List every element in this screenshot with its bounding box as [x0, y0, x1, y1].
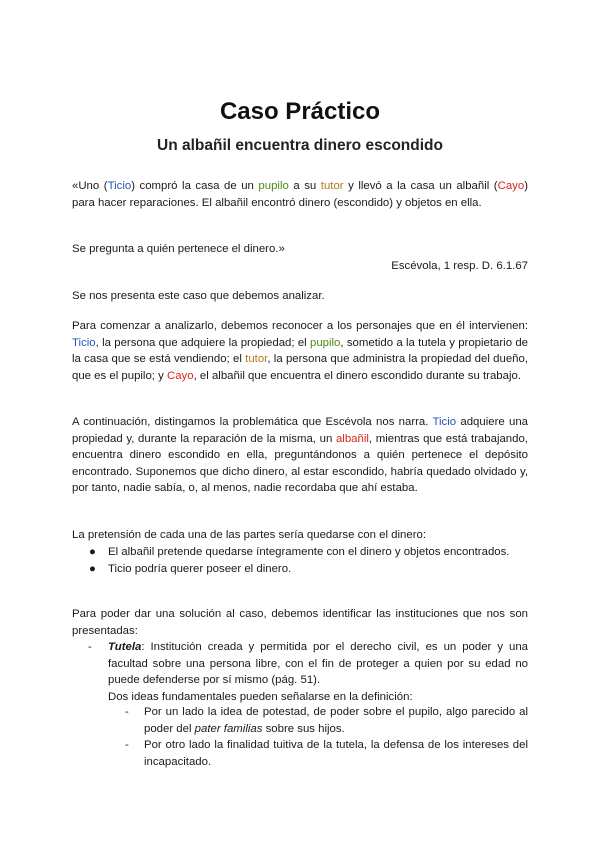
name-ticio: Ticio	[107, 180, 132, 192]
definition-tutela	[72, 639, 528, 705]
pretension-lead: La pretensión de cada una de las partes sería quedarse con el dinero:	[72, 529, 426, 541]
quote-paragraph	[72, 178, 528, 211]
list-item-text: Ticio podría querer poseer el dinero.	[108, 562, 292, 575]
list-item-text: El albañil pretende quedarse íntegramente con el dinero y objetos encontrados.	[108, 546, 510, 558]
quote-text: ) para hacer reparaciones. El albañil encontró dinero (escondido) y objetos en ella.	[72, 180, 528, 209]
name-pupilo: pupilo	[258, 180, 289, 192]
list-item-text: Por un lado la idea de potestad, de poder sobre el pupilo, algo parecido al poder del	[144, 706, 528, 735]
name-tutor: tutor	[320, 180, 344, 192]
ideas-text: Dos ideas fundamentales pueden señalarse en la definición:	[108, 690, 413, 703]
name-ticio: Ticio	[432, 416, 457, 428]
term-tutela: Tutela	[108, 641, 142, 653]
list-item	[72, 544, 528, 561]
definition-text: : Institución creada y permitida por el derecho civil, es un poder y una facultad sobre una persona libre, con el fin de proteger a quien por su edad no puede defenderse por sí mismo (pág. 51).	[108, 641, 528, 686]
problem-paragraph	[72, 414, 528, 497]
name-tutor: tutor	[245, 353, 268, 365]
paragraph-text: , sometido a la tutela y propietario de la casa que se está vendiendo; el	[72, 336, 528, 365]
citation: Escévola, 1 resp. D. 6.1.67	[391, 260, 528, 272]
list-item	[72, 561, 528, 578]
intro-text: Se nos presenta este caso que debemos analizar.	[72, 290, 325, 302]
dash-icon: -	[88, 641, 92, 653]
bullet-icon: ●	[89, 546, 96, 558]
paragraph-text: Para comenzar a analizarlo, debemos reconocer a los personajes que en él intervienen:	[72, 320, 528, 332]
instituciones-lead: Para poder dar una solución al caso, debemos identificar las instituciones que nos son presentadas:	[72, 608, 528, 637]
page-subtitle: Un albañil encuentra dinero escondido	[157, 137, 443, 154]
dash-icon: -	[125, 739, 129, 751]
list-item-text: Por otro lado la finalidad tuitiva de la tutela, la defensa de los intereses del incapacitado.	[144, 739, 528, 768]
name-pupilo: pupilo	[309, 336, 341, 349]
dash-icon: -	[125, 706, 129, 718]
definition-body	[108, 639, 528, 689]
paragraph-text: , el albañil que encuentra el dinero escondido durante su trabajo.	[193, 369, 521, 382]
term-pater-familias: pater familias	[194, 722, 263, 735]
ideas-list	[108, 704, 528, 770]
characters-paragraph	[72, 318, 528, 384]
name-cayo: Cayo	[167, 369, 194, 382]
name-cayo: Cayo	[497, 180, 525, 192]
list-item	[108, 737, 528, 770]
paragraph-text: , mientras que está trabajando, encuentra dinero escondido en ella, preguntándonos a quién pertenece el depósito encontrado. Suponemos que dicho dinero, al estar escondido, habría quedado olvidado y, por tanto, nadie sabía, o, al menos, nadie recordaba que ahí estaba.	[72, 432, 528, 494]
question-text: Se pregunta a quién pertenece el dinero.»	[72, 243, 285, 255]
page-title: Caso Práctico	[219, 98, 381, 125]
paragraph-text: A continuación, distingamos la problemática que Escévola nos narra.	[72, 416, 433, 428]
bullet-icon: ●	[89, 562, 96, 575]
quote-text: ) compró la casa de un	[131, 180, 259, 192]
paragraph-text: , la persona que adquiere la propiedad; el	[95, 336, 310, 349]
list-item-text: sobre sus hijos.	[262, 722, 345, 735]
quote-text: a su	[288, 180, 321, 192]
paragraph-text: adquiere una propiedad y, durante la reparación de la misma, un	[72, 416, 528, 445]
name-ticio: Ticio	[72, 336, 96, 349]
name-albanil: albañil	[335, 432, 369, 445]
quote-text: y llevó a la casa un albañil (	[343, 180, 498, 192]
list-item	[108, 704, 528, 737]
paragraph-text: , la persona que administra la propiedad del dueño, que es el pupilo; y	[72, 353, 528, 382]
quote-text: «Uno (	[72, 180, 108, 192]
pretension-list	[72, 544, 528, 577]
